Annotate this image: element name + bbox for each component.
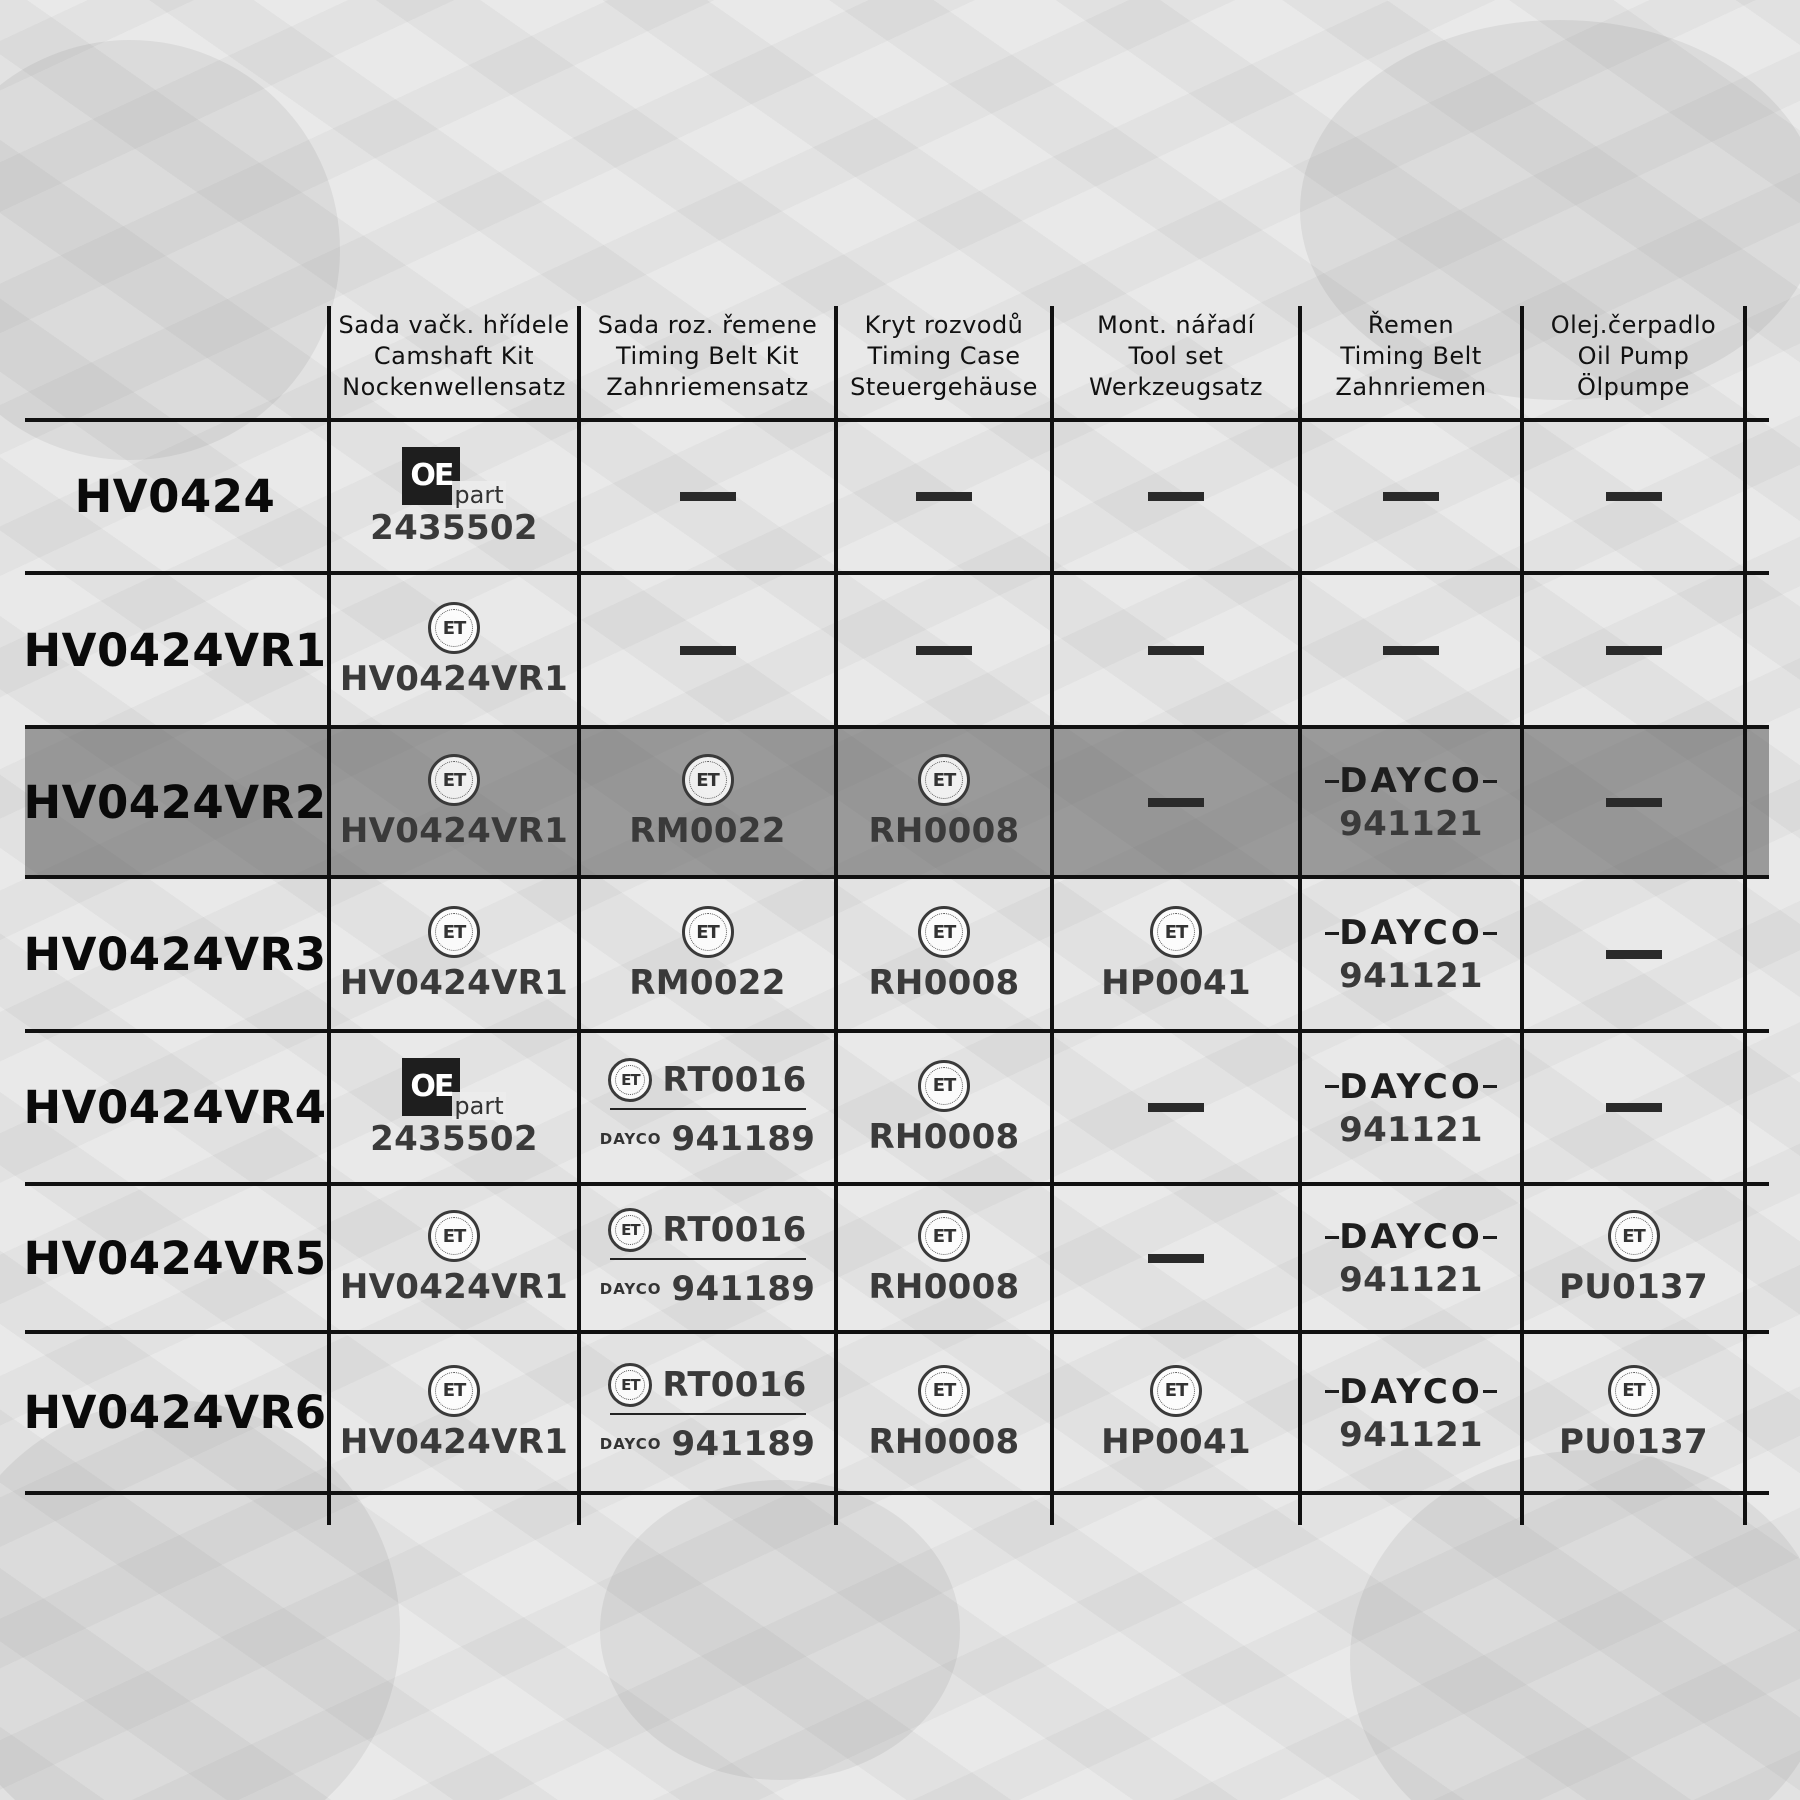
part-number: RH0008 xyxy=(868,1116,1020,1157)
not-applicable-dash-icon xyxy=(680,646,736,655)
column-header-line: Sada roz. řemene xyxy=(597,311,818,339)
table-cell xyxy=(836,420,1052,573)
not-applicable-dash-icon xyxy=(916,646,972,655)
column-header-line: Timing Belt Kit xyxy=(616,342,799,370)
column-header-line: Timing Case xyxy=(867,342,1021,370)
part-number: HV0424VR1 xyxy=(339,811,569,851)
column-header-line: Nockenwellensatz xyxy=(342,373,566,401)
part-number: HV0424VR1 xyxy=(339,659,569,699)
table-cell xyxy=(1300,420,1522,573)
table-cell xyxy=(1522,1332,1745,1493)
part-number: 2435502 xyxy=(370,1118,538,1159)
table-cell xyxy=(1052,1184,1300,1332)
et-logo-icon: ET xyxy=(428,906,480,958)
table-cell xyxy=(329,877,579,1031)
not-applicable-dash-icon xyxy=(1606,1103,1662,1112)
et-logo-icon: ET xyxy=(918,1365,970,1417)
table-row-divider xyxy=(25,1491,1769,1495)
part-number: RT0016 xyxy=(662,1210,807,1250)
et-logo-icon: ET xyxy=(428,602,480,654)
dayco-logo-icon: DAYCO xyxy=(1325,1217,1497,1257)
table-cell xyxy=(836,1332,1052,1493)
not-applicable-dash-icon xyxy=(1148,1103,1204,1112)
part-number: RM0022 xyxy=(629,811,786,851)
not-applicable-dash-icon xyxy=(1383,492,1439,501)
table-cell xyxy=(1522,1184,1745,1332)
not-applicable-dash-icon xyxy=(916,492,972,501)
table-cell xyxy=(836,727,1052,877)
table-cell xyxy=(1522,420,1745,573)
part-number: HP0041 xyxy=(1101,1421,1251,1462)
part-number: 941121 xyxy=(1339,956,1483,996)
column-header-timing-belt xyxy=(1300,310,1522,420)
table-column-divider xyxy=(327,306,331,1525)
not-applicable-dash-icon xyxy=(1606,950,1662,959)
table-row-divider xyxy=(25,1330,1769,1334)
not-applicable-dash-icon xyxy=(1383,646,1439,655)
et-logo-icon: ET xyxy=(682,906,734,958)
table-column-divider xyxy=(834,306,838,1525)
part-number: HV0424VR1 xyxy=(339,963,569,1003)
part-number: 941189 xyxy=(671,1118,816,1159)
table-cell xyxy=(329,420,579,573)
et-logo-icon: ET xyxy=(608,1363,652,1407)
not-applicable-dash-icon xyxy=(1606,646,1662,655)
part-number: PU0137 xyxy=(1559,1267,1708,1307)
dayco-logo-icon: DAYCO xyxy=(599,1434,662,1453)
dayco-logo-icon: DAYCO xyxy=(1325,913,1497,953)
table-cell xyxy=(1300,877,1522,1031)
table-cell xyxy=(579,1332,836,1493)
not-applicable-dash-icon xyxy=(1148,1254,1204,1263)
part-number: PU0137 xyxy=(1559,1421,1708,1462)
et-logo-icon: ET xyxy=(1150,1365,1202,1417)
split-cell-bottom xyxy=(600,1120,815,1158)
split-divider xyxy=(610,1413,806,1415)
table-cell xyxy=(579,1184,836,1332)
table-row-divider xyxy=(25,1029,1769,1033)
part-number: RH0008 xyxy=(868,1421,1020,1462)
table-column-divider xyxy=(577,306,581,1525)
table-cell xyxy=(1052,877,1300,1031)
split-cell-bottom xyxy=(600,1425,815,1463)
table-cell xyxy=(1522,1031,1745,1184)
table-cell xyxy=(579,573,836,727)
table-cell xyxy=(1052,573,1300,727)
table-cell xyxy=(579,1031,836,1184)
column-header-line: Kryt rozvodů xyxy=(864,311,1024,339)
table-cell xyxy=(836,877,1052,1031)
table-cell xyxy=(1052,1031,1300,1184)
table-row-divider xyxy=(25,1182,1769,1186)
part-number: 941189 xyxy=(671,1423,816,1464)
part-number: RH0008 xyxy=(868,811,1020,851)
table-cell xyxy=(579,420,836,573)
dayco-logo-icon: DAYCO xyxy=(1325,1372,1497,1412)
table-cell xyxy=(1300,727,1522,877)
column-header-line: Camshaft Kit xyxy=(373,342,535,370)
et-logo-icon: ET xyxy=(918,1060,970,1112)
part-number: 941121 xyxy=(1339,804,1483,844)
table-cell xyxy=(329,1332,579,1493)
et-logo-icon: ET xyxy=(608,1208,652,1252)
part-number: 2435502 xyxy=(370,507,538,548)
dayco-logo-icon: DAYCO xyxy=(1325,761,1497,801)
table-cell xyxy=(1052,420,1300,573)
et-logo-icon: ET xyxy=(682,754,734,806)
column-header-timing-belt-kit xyxy=(579,310,836,420)
row-label-hv0424vr2: HV0424VR2 xyxy=(23,775,327,829)
split-divider xyxy=(610,1108,806,1110)
et-logo-icon: ET xyxy=(1608,1210,1660,1262)
row-label-hv0424: HV0424 xyxy=(74,470,276,523)
column-header-timing-case xyxy=(836,310,1052,420)
column-header-line: Steuergehäuse xyxy=(850,373,1038,401)
table-row-divider xyxy=(25,875,1769,879)
table-cell xyxy=(1522,877,1745,1031)
split-divider xyxy=(610,1258,806,1260)
column-header-line: Řemen xyxy=(1367,311,1455,339)
table-cell xyxy=(1052,1332,1300,1493)
column-header-line: Tool set xyxy=(1128,342,1224,370)
part-number: RT0016 xyxy=(662,1364,807,1405)
table-column-divider xyxy=(1520,306,1524,1525)
row-label-hv0424vr1: HV0424VR1 xyxy=(23,623,327,677)
column-header-line: Timing Belt xyxy=(1340,342,1482,370)
part-number: 941121 xyxy=(1339,1260,1483,1300)
table-column-divider xyxy=(1298,306,1302,1525)
table-cell xyxy=(836,1184,1052,1332)
table-cell xyxy=(1300,1332,1522,1493)
et-logo-icon: ET xyxy=(428,754,480,806)
row-label-hv0424vr4: HV0424VR4 xyxy=(23,1081,327,1134)
et-logo-icon: ET xyxy=(608,1058,652,1102)
oe-part-logo-icon: OE part xyxy=(402,447,505,505)
part-number: HP0041 xyxy=(1101,963,1251,1003)
part-number: RH0008 xyxy=(868,1267,1020,1307)
part-number: 941121 xyxy=(1339,1109,1483,1150)
dayco-logo-icon: DAYCO xyxy=(599,1129,662,1148)
table-cell xyxy=(836,573,1052,727)
table-cell xyxy=(1522,573,1745,727)
not-applicable-dash-icon xyxy=(1148,646,1204,655)
part-number: HV0424VR1 xyxy=(339,1421,569,1462)
table-cell xyxy=(1300,1031,1522,1184)
et-logo-icon: ET xyxy=(918,906,970,958)
table-cell xyxy=(329,573,579,727)
table-cell xyxy=(329,1184,579,1332)
et-logo-icon: ET xyxy=(1608,1365,1660,1417)
table-cell xyxy=(329,1031,579,1184)
et-logo-icon: ET xyxy=(918,1210,970,1262)
part-number: HV0424VR1 xyxy=(339,1267,569,1307)
table-cell xyxy=(1522,727,1745,877)
split-cell-top xyxy=(608,1208,806,1252)
row-label-hv0424vr6: HV0424VR6 xyxy=(23,1386,327,1439)
dayco-logo-icon: DAYCO xyxy=(599,1280,662,1298)
column-header-line: Zahnriemensatz xyxy=(606,373,809,401)
table-cell xyxy=(579,727,836,877)
column-header-camshaft-kit xyxy=(329,310,579,420)
oe-part-logo-icon: OE part xyxy=(402,1058,505,1116)
table-row-divider xyxy=(25,571,1769,575)
et-logo-icon: ET xyxy=(428,1210,480,1262)
column-header-line: Oil Pump xyxy=(1577,342,1690,370)
split-cell-top xyxy=(608,1363,806,1407)
table-row-divider xyxy=(25,725,1769,729)
not-applicable-dash-icon xyxy=(1606,798,1662,807)
split-cell-bottom xyxy=(600,1270,815,1308)
table-cell xyxy=(1300,573,1522,727)
column-header-line: Werkzeugsatz xyxy=(1089,373,1263,401)
column-header-tool-set xyxy=(1052,310,1300,420)
et-logo-icon: ET xyxy=(918,754,970,806)
split-cell-top xyxy=(608,1058,806,1102)
table-row-divider xyxy=(25,418,1769,422)
column-header-line: Sada vačk. hřídele xyxy=(338,311,570,339)
table-cell xyxy=(836,1031,1052,1184)
table-column-divider xyxy=(1050,306,1054,1525)
table-cell xyxy=(579,877,836,1031)
row-label-hv0424vr3: HV0424VR3 xyxy=(23,927,327,981)
not-applicable-dash-icon xyxy=(1148,492,1204,501)
table-cell xyxy=(1300,1184,1522,1332)
dayco-logo-icon: DAYCO xyxy=(1325,1067,1497,1107)
part-number: RH0008 xyxy=(868,963,1020,1003)
column-header-line: Ölpumpe xyxy=(1577,373,1690,401)
column-header-oil-pump xyxy=(1522,310,1745,420)
table-cell xyxy=(1052,727,1300,877)
not-applicable-dash-icon xyxy=(1606,492,1662,501)
column-header-line: Zahnriemen xyxy=(1335,373,1487,401)
table-cell xyxy=(329,727,579,877)
column-header-line: Mont. nářadí xyxy=(1097,311,1255,339)
table-column-divider xyxy=(1743,306,1747,1525)
not-applicable-dash-icon xyxy=(1148,798,1204,807)
part-number: RM0022 xyxy=(629,963,786,1003)
et-logo-icon: ET xyxy=(428,1365,480,1417)
not-applicable-dash-icon xyxy=(680,492,736,501)
part-number: RT0016 xyxy=(662,1059,807,1100)
part-number: 941121 xyxy=(1339,1414,1483,1455)
row-label-hv0424vr5: HV0424VR5 xyxy=(23,1231,327,1285)
et-logo-icon: ET xyxy=(1150,906,1202,958)
part-number: 941189 xyxy=(671,1269,816,1309)
column-header-line: Olej.čerpadlo xyxy=(1550,311,1717,339)
